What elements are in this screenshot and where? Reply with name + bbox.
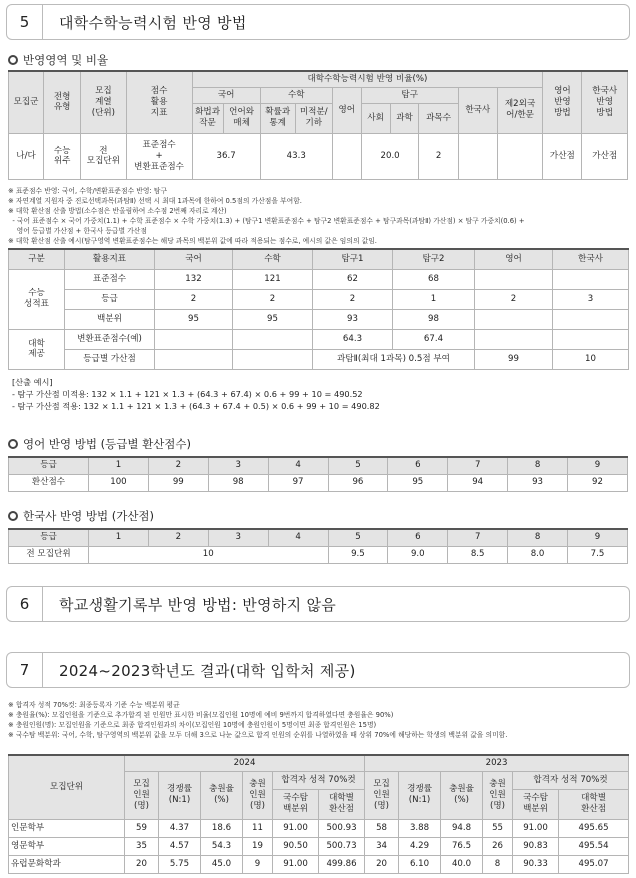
cell: 등급	[65, 289, 155, 309]
cell: 11	[243, 819, 273, 837]
cell: 62	[313, 269, 393, 289]
note-line: ※ 합격자 성적 70%컷: 최종등록자 기준 수능 백분위 평균	[8, 701, 180, 709]
section-5-header	[6, 4, 630, 40]
th-hist: 한국사	[458, 87, 497, 133]
cell	[553, 269, 629, 289]
th: 9	[568, 457, 628, 474]
cell: 2	[313, 289, 393, 309]
cell: 백분위	[65, 309, 155, 329]
cell: 수능 성적표	[9, 269, 65, 329]
cell: 95	[388, 474, 448, 491]
cell: 93	[508, 474, 568, 491]
cell: 94	[448, 474, 508, 491]
cell: 500.73	[319, 837, 365, 855]
cell: 132	[155, 269, 233, 289]
cell: 55	[483, 819, 513, 837]
example-table	[8, 248, 629, 370]
th: 등급	[9, 457, 89, 474]
cell: 94.8	[441, 819, 483, 837]
circle-bullet-icon	[8, 511, 18, 521]
cell: 변환표준점수(예)	[65, 329, 155, 349]
cell: 18.6	[201, 819, 243, 837]
cell: 67.4	[393, 329, 475, 349]
cell: 1	[393, 289, 475, 309]
th: 국수탐 백분위	[273, 789, 319, 819]
th-type: 전형 유형	[44, 71, 81, 133]
table-row	[9, 289, 629, 309]
circle-bullet-icon	[8, 439, 18, 449]
table-row	[9, 819, 629, 837]
cell: 20	[125, 855, 159, 873]
cell: 2	[475, 289, 553, 309]
table-row	[9, 269, 629, 289]
calc-line: - 탐구 가산점 미적용: 132 × 1.1 + 121 × 1.3 + (64.3 + 67.4) × 0.6 + 99 + 10 = 490.52	[12, 389, 363, 399]
th-2nd-lang: 제2외국 어/한문	[497, 87, 542, 133]
calc-line: - 탐구 가산점 적용: 132 × 1.1 + 121 × 1.3 + (64.3 + 67.4 + 0.5) × 0.6 + 99 + 10 = 490.82	[12, 401, 380, 411]
cell: 40.0	[441, 855, 483, 873]
th: 2	[148, 457, 208, 474]
circle-bullet-icon	[8, 55, 18, 65]
cell: 90.83	[513, 837, 559, 855]
th: 대학별 환산점	[319, 789, 365, 819]
th: 대학별 환산점	[559, 789, 629, 819]
cell: 500.93	[319, 819, 365, 837]
cell: 20	[365, 855, 399, 873]
section-title: 2024~2023학년도 결과(대학 입학처 제공)	[59, 661, 356, 680]
th: 5	[328, 529, 388, 546]
th: 충원율 (%)	[201, 771, 243, 819]
cell: 35	[125, 837, 159, 855]
th: 9	[568, 529, 628, 546]
cell: 95	[233, 309, 313, 329]
th: 합격자 성적 70%컷	[513, 771, 629, 789]
cell: 92	[568, 474, 628, 491]
cell: 43.3	[260, 133, 332, 179]
ratio-table	[8, 70, 628, 180]
cell	[332, 133, 361, 179]
cell: 7.5	[568, 546, 628, 563]
th: 4	[268, 529, 328, 546]
cell: 인문학부	[9, 819, 125, 837]
th-inq-2: 과학	[390, 103, 419, 133]
th-inq-3: 과목수	[419, 103, 458, 133]
cell: 5.75	[159, 855, 201, 873]
th: 충원율 (%)	[441, 771, 483, 819]
th: 충원 인원 (명)	[243, 771, 273, 819]
cell: 수능 위주	[44, 133, 81, 179]
cell: 3.88	[399, 819, 441, 837]
cell: 36.7	[192, 133, 260, 179]
th-inq-1: 사회	[361, 103, 390, 133]
cell: 2	[155, 289, 233, 309]
subheading-text: 반영영역 및 비율	[23, 53, 109, 67]
note-line: ※ 대학 환산점 산출 방법(소수점은 반올림하여 소수점 2번째 자리로 계산)	[8, 207, 227, 215]
note-line: ※ 자연계열 지원자 중 진로선택과목(과탐Ⅱ) 선택 시 최대 1과목에 한하여 0.5점의 가산점을 부여함.	[8, 197, 302, 205]
notes-csat	[8, 186, 628, 246]
th: 합격자 성적 70%컷	[273, 771, 365, 789]
cell: 10	[553, 349, 629, 369]
cell: 환산점수	[9, 474, 89, 491]
th: 7	[448, 457, 508, 474]
cell: 나/다	[9, 133, 44, 179]
cell: 전 모집단위	[9, 546, 89, 563]
cell: 유럽문화학과	[9, 855, 125, 873]
cell: 90.50	[273, 837, 319, 855]
section-number: 6	[7, 587, 43, 621]
th-hist-method: 한국사 반영 방법	[582, 71, 628, 133]
cell: 95	[155, 309, 233, 329]
th-math-2: 미적분/ 기하	[295, 103, 332, 133]
th-math-1: 확률과 통계	[260, 103, 295, 133]
th: 4	[268, 457, 328, 474]
th: 한국사	[553, 249, 629, 269]
th: 1	[89, 457, 149, 474]
cell	[475, 269, 553, 289]
section-7-header	[6, 652, 630, 688]
table-row	[9, 546, 628, 563]
cell: 91.00	[513, 819, 559, 837]
cell: 499.86	[319, 855, 365, 873]
cell: 등급별 가산점	[65, 349, 155, 369]
table-row	[9, 837, 629, 855]
th-group: 모집군	[9, 71, 44, 133]
th: 모집 인원 (명)	[365, 771, 399, 819]
cell: 96	[328, 474, 388, 491]
cell: 93	[313, 309, 393, 329]
cell	[233, 329, 313, 349]
cell: 표준점수 + 변환표준점수	[126, 133, 192, 179]
cell: 10	[89, 546, 329, 563]
th-inq: 탐구	[361, 87, 458, 103]
th: 국어	[155, 249, 233, 269]
cell: 495.07	[559, 855, 629, 873]
cell: 495.65	[559, 819, 629, 837]
cell: 91.00	[273, 855, 319, 873]
th: 3	[208, 457, 268, 474]
cell	[475, 309, 553, 329]
table-row	[9, 329, 629, 349]
cell: 26	[483, 837, 513, 855]
th-unit: 모집단위	[9, 755, 125, 819]
note-line: ※ 국수탐 백분위: 국어, 수학, 탐구영역의 백분위 값을 모두 더해 3으로 나눈 값으로 합격 인원의 순위를 나열하였을 때 상위 70%에 해당하는 학생의 백분위 값을 의미함.	[8, 731, 508, 739]
section-number: 7	[7, 653, 43, 687]
cell: 9	[243, 855, 273, 873]
table-row	[9, 855, 629, 873]
subheading-hist	[8, 508, 154, 524]
th-unit: 모집 계열 (단위)	[81, 71, 126, 133]
cell: 8.0	[508, 546, 568, 563]
calc-example	[12, 376, 380, 412]
section-title: 학교생활기록부 반영 방법: 반영하지 않음	[59, 595, 337, 614]
note-line: ※ 충원인원(명): 모집인원을 기준으로 최종 합격인원과의 차이(모집인원 10명에 충원인원이 5명이면 최종 합격인원은 15명)	[8, 721, 377, 729]
cell: 59	[125, 819, 159, 837]
cell: 영문학부	[9, 837, 125, 855]
cell: 98	[208, 474, 268, 491]
cell: 34	[365, 837, 399, 855]
notes-results	[8, 700, 628, 740]
subheading-eng	[8, 436, 191, 452]
cell	[155, 329, 233, 349]
th: 경쟁률 (N:1)	[159, 771, 201, 819]
subheading-text: 영어 반영 방법 (등급별 환산점수)	[23, 437, 192, 451]
cell	[553, 329, 629, 349]
note-line: ※ 표준점수 반영: 국어, 수학/변환표준점수 반영: 탐구	[8, 187, 168, 195]
th: 수학	[233, 249, 313, 269]
cell: 64.3	[313, 329, 393, 349]
cell	[553, 309, 629, 329]
th: 모집 인원 (명)	[125, 771, 159, 819]
th: 8	[508, 457, 568, 474]
th-eng: 영어	[332, 87, 361, 133]
th-year-2023: 2023	[365, 755, 629, 771]
th: 5	[328, 457, 388, 474]
note-line: 영어 등급별 가산점 + 한국사 등급별 가산점	[8, 227, 147, 235]
cell	[497, 133, 542, 179]
cell: 8.5	[448, 546, 508, 563]
cell: 91.00	[273, 819, 319, 837]
th: 국수탐 백분위	[513, 789, 559, 819]
cell: 대학 제공	[9, 329, 65, 369]
th: 3	[208, 529, 268, 546]
cell: 20.0	[361, 133, 419, 179]
section-title: 대학수학능력시험 반영 방법	[59, 13, 247, 32]
th-kor-1: 화법과 작문	[192, 103, 223, 133]
th-eng-method: 영어 반영 방법	[543, 71, 582, 133]
section-number: 5	[7, 5, 43, 39]
th: 탐구2	[393, 249, 475, 269]
note-line: - 국어 표준점수 × 국어 가중치(1.1) + 수학 표준점수 × 수학 가중치(1.3) + (탐구1 변환표준점수 + 탐구2 변환표준점수 + 탐구과목(과탐Ⅱ) 가산점) × 탐구 가중치(0.6) +	[8, 217, 525, 225]
subheading-text: 한국사 반영 방법 (가산점)	[23, 509, 155, 523]
th: 2	[148, 529, 208, 546]
table-row	[9, 309, 629, 329]
cell	[233, 349, 313, 369]
calc-title: [산출 예시]	[12, 377, 53, 387]
cell: 4.37	[159, 819, 201, 837]
cell: 표준점수	[65, 269, 155, 289]
note-line: ※ 대학 환산점 산출 예시(탐구영역 변환표준점수는 해당 과목의 백분위 값에 따라 적용되는 점수로, 예시의 값은 임의의 값임.	[8, 237, 377, 245]
cell: 19	[243, 837, 273, 855]
cell: 76.5	[441, 837, 483, 855]
th-csat: 대학수학능력시험 반영 비율(%)	[192, 71, 543, 87]
th-kor-2: 언어와 매체	[223, 103, 260, 133]
cell	[475, 329, 553, 349]
th-math: 수학	[260, 87, 332, 103]
cell: 58	[365, 819, 399, 837]
cell: 97	[268, 474, 328, 491]
cell	[155, 349, 233, 369]
cell: 121	[233, 269, 313, 289]
th: 등급	[9, 529, 89, 546]
cell: 99	[148, 474, 208, 491]
note-line: ※ 충원율(%): 모집인원을 기준으로 추가합격 된 인원만 표시한 비율(모집인원 10명에 예비 9번까지 합격하였다면 충원율은 90%)	[8, 711, 394, 719]
cell: 54.3	[201, 837, 243, 855]
table-row	[9, 133, 628, 179]
cell: 6.10	[399, 855, 441, 873]
cell	[458, 133, 497, 179]
eng-table	[8, 456, 628, 492]
section-6-header	[6, 586, 630, 622]
cell: 4.57	[159, 837, 201, 855]
th: 영어	[475, 249, 553, 269]
cell: 90.33	[513, 855, 559, 873]
cell: 4.29	[399, 837, 441, 855]
cell: 99	[475, 349, 553, 369]
th: 1	[89, 529, 149, 546]
cell: 전 모집단위	[81, 133, 126, 179]
th: 8	[508, 529, 568, 546]
cell: 68	[393, 269, 475, 289]
table-row	[9, 474, 628, 491]
cell: 2	[233, 289, 313, 309]
results-table	[8, 754, 629, 874]
cell: 가산점	[582, 133, 628, 179]
cell: 495.54	[559, 837, 629, 855]
th: 구분	[9, 249, 65, 269]
hist-table	[8, 528, 628, 564]
cell: 100	[89, 474, 149, 491]
th-kor: 국어	[192, 87, 260, 103]
cell: 2	[419, 133, 458, 179]
th: 충원 인원 (명)	[483, 771, 513, 819]
th: 활용지표	[65, 249, 155, 269]
th-index: 점수 활용 지표	[126, 71, 192, 133]
th: 경쟁률 (N:1)	[399, 771, 441, 819]
cell: 9.0	[388, 546, 448, 563]
cell: 가산점	[543, 133, 582, 179]
subheading-ratio	[8, 52, 108, 68]
cell: 9.5	[328, 546, 388, 563]
th: 탐구1	[313, 249, 393, 269]
cell: 45.0	[201, 855, 243, 873]
th-year-2024: 2024	[125, 755, 365, 771]
cell: 98	[393, 309, 475, 329]
cell: 8	[483, 855, 513, 873]
cell: 3	[553, 289, 629, 309]
cell: 과탐Ⅱ(최대 1과목) 0.5점 부여	[313, 349, 475, 369]
table-row	[9, 349, 629, 369]
th: 7	[448, 529, 508, 546]
th: 6	[388, 529, 448, 546]
th: 6	[388, 457, 448, 474]
